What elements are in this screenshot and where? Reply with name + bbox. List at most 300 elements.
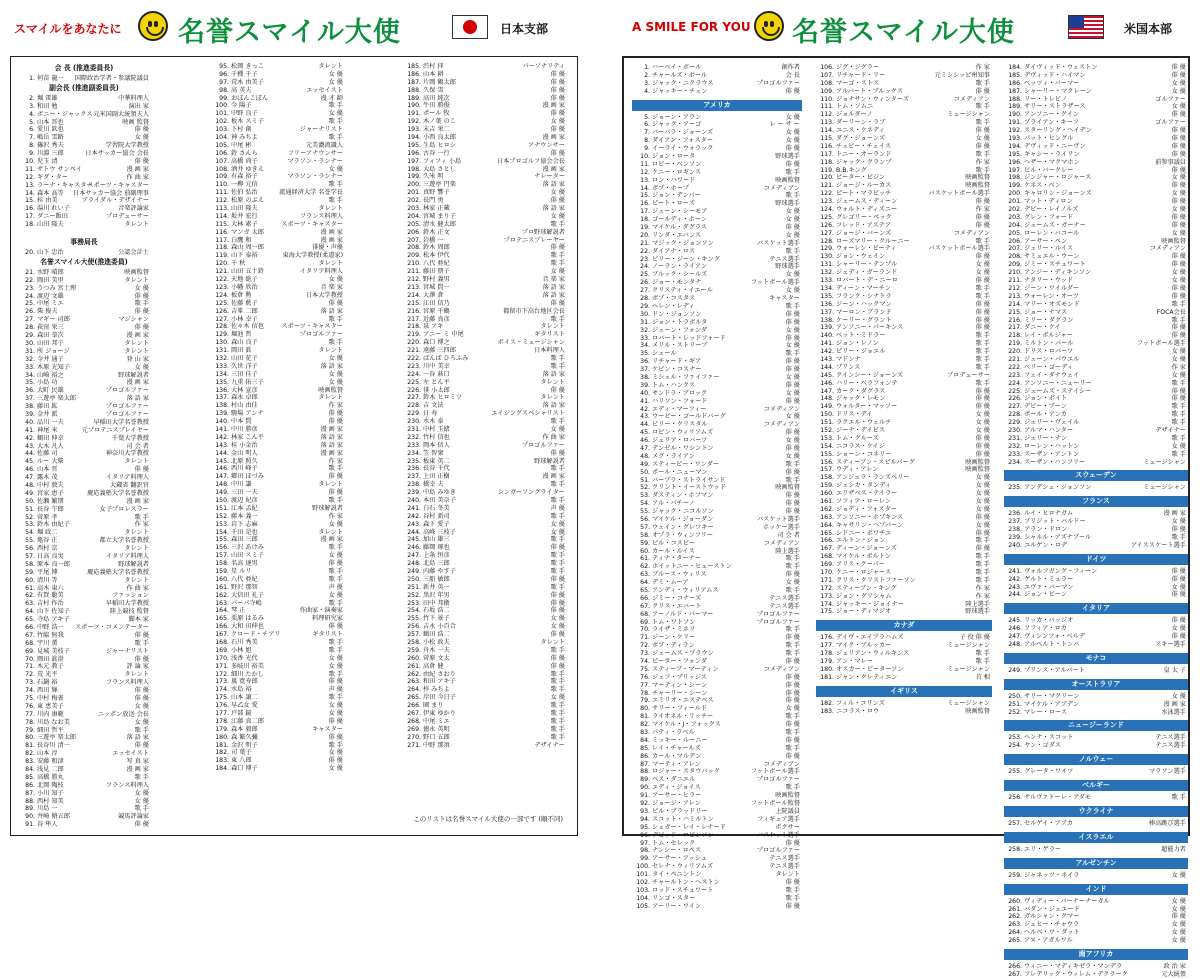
member-number: 69. (640, 618, 650, 626)
member-row (816, 261, 992, 269)
member-job: ミュージシャン (947, 642, 990, 650)
member-name: 山下 忠治 (37, 249, 64, 257)
member-name: ヤン・ゴダス (1024, 742, 1062, 750)
member-name: ニコラス・ケイジ (836, 442, 885, 450)
member-row (403, 742, 567, 750)
member-job: 俳 優 (975, 198, 990, 206)
member-row (211, 631, 345, 639)
member-row (1004, 190, 1188, 198)
member-number: 133. (820, 277, 834, 285)
member-number: 98. (219, 86, 229, 94)
member-job: テニス選手 (1155, 734, 1186, 742)
member-job: 会 長 (785, 71, 800, 79)
member-name: ジョー・ナマス (1024, 308, 1068, 316)
member-name: 和田 アキ子 (423, 678, 456, 686)
member-job: タレント (318, 394, 343, 402)
member-row (211, 300, 345, 308)
member-job: タレント (124, 545, 149, 553)
member-number: 26. (25, 308, 35, 316)
member-job: テニス選手 (1155, 742, 1186, 750)
member-number: 33. (25, 363, 35, 371)
member-number: 237. (407, 473, 421, 481)
member-number: 124. (215, 291, 229, 299)
member-row (403, 79, 567, 87)
member-name: ノーラン・ライアン (652, 263, 707, 271)
member-row (403, 71, 567, 79)
member-number: 140. (820, 332, 834, 340)
member-number: 199. (407, 173, 421, 181)
member-number: 109. (820, 87, 834, 95)
member-job: 女 優 (134, 702, 149, 710)
member-job: タレント (124, 276, 149, 284)
member-job: 歌 手 (1171, 411, 1186, 419)
member-job: 落 語 家 (320, 362, 343, 370)
member-name: マーティ・アレン (652, 760, 701, 768)
member-row (17, 364, 151, 372)
member-number: 75. (25, 695, 35, 703)
member-name: 舟木 一夫 (423, 646, 450, 654)
member-name: ゴールディ・ホーン (652, 216, 707, 224)
member-row (816, 64, 992, 72)
member-job: 漫 画 家 (126, 766, 149, 774)
member-number: 155. (215, 536, 229, 544)
member-job: 早稲田大学教授 (105, 600, 149, 608)
member-row (816, 340, 992, 348)
member-row (211, 450, 345, 458)
member-job: 漫 画 家 (126, 165, 149, 173)
member-number: 173. (215, 678, 229, 686)
member-number: 2. (29, 94, 35, 102)
member-job: 歌 手 (975, 348, 990, 356)
member-row (632, 721, 802, 729)
member-row (403, 371, 567, 379)
member-job: バスケット選手 (756, 239, 800, 247)
member-name: デンゼル・ワシントン (652, 444, 714, 452)
member-number: 98. (640, 847, 650, 855)
member-name: ジョーン・アラン (652, 113, 702, 121)
member-number: 186. (1008, 79, 1022, 87)
member-number: 148. (215, 481, 229, 489)
member-number: 129. (215, 331, 229, 339)
member-name: 中野 那須 (423, 741, 450, 749)
member-number: 171. (215, 662, 229, 670)
member-number: 1. (644, 64, 650, 71)
member-job: ミュージシャン (947, 665, 990, 673)
member-name: 名高 達男 (231, 560, 258, 568)
member-number: 74. (640, 658, 650, 666)
member-job: 棒高跳び選手 (1148, 820, 1186, 828)
member-job: 映画監督 (965, 458, 990, 466)
member-job: 俳 優 (328, 299, 343, 307)
member-row (211, 189, 345, 197)
member-name: ロビン・ウィリアムズ (652, 429, 714, 437)
member-job: 俳 優 (785, 689, 800, 697)
member-job: 陸上選手 (775, 547, 800, 555)
member-name: ジャック・クランプ (836, 158, 892, 166)
member-job: 俳 優 (550, 110, 565, 118)
member-name: ダスティン・ホフマン (652, 492, 714, 500)
member-name: 岩下 志麻 (231, 520, 258, 528)
member-name: 佐藤 藍子 (231, 299, 258, 307)
member-job: 女 優 (975, 490, 990, 498)
member-name: ビル・ブラッドリー (652, 807, 708, 815)
member-job: 歌 手 (975, 119, 990, 127)
member-number: 250. (407, 575, 421, 583)
member-row (1004, 459, 1188, 467)
member-job: ニッポン放送 会長 (97, 710, 149, 718)
member-number: 19. (640, 224, 650, 232)
member-job: 漫 画 家 (320, 449, 343, 457)
member-job: 俳 優 (975, 277, 990, 285)
member-number: 197. (407, 157, 421, 165)
member-name: アルバート・ブルックス (836, 87, 904, 95)
member-name: シャーリー・マクレーン (1024, 87, 1092, 95)
member-job: 歌 手 (550, 568, 565, 575)
member-job: バスケット選手 (756, 831, 800, 839)
member-name: 嶋岳 雪路 (37, 134, 64, 142)
member-row (211, 268, 345, 276)
member-number: 180. (215, 733, 229, 741)
member-row (816, 309, 992, 317)
member-row (211, 434, 345, 442)
member-number: 251. (407, 583, 421, 591)
member-job: 俳 優 (975, 300, 990, 308)
member-number: 252. (1008, 708, 1022, 716)
member-name: スターリング・ヘイデン (1024, 127, 1092, 135)
member-number: 83. (25, 758, 35, 766)
member-name: ソフィア・ロカ (1024, 625, 1067, 633)
member-name: バーブラ・ストライサンド (652, 476, 726, 484)
member-row (632, 650, 802, 658)
member-row (632, 64, 802, 72)
member-job: バスケット選手 (756, 515, 800, 523)
member-row (403, 631, 567, 639)
member-job: 歌 手 (134, 805, 149, 813)
member-name: ダニー・ケイ (1024, 324, 1061, 332)
member-row (1004, 277, 1188, 285)
member-number: 228. (407, 402, 421, 410)
member-job: 女 優 (975, 505, 990, 513)
member-name: 金井 派 (37, 410, 58, 418)
member-job: 歌 手 (550, 481, 565, 489)
member-job: プロゴルファー (105, 387, 149, 395)
member-job: ブライダル・デザイナー (81, 197, 149, 205)
member-number: 48. (640, 452, 650, 460)
member-job: パーソナリティ (522, 63, 565, 70)
member-job: 評 論 家 (126, 663, 149, 671)
member-name: 板木 スミ子 (231, 118, 264, 126)
member-name: マーロン・ブランド (836, 308, 892, 316)
member-job: 女 優 (975, 426, 990, 434)
member-job: 歌 手 (328, 465, 343, 473)
member-name: 荒 光平 (37, 671, 58, 679)
member-job: 都留市下高台地区会長 (503, 307, 565, 315)
member-number: 31. (25, 347, 35, 355)
member-name: 高木 東六 (37, 584, 64, 592)
member-name: 川島 一 (37, 805, 58, 813)
member-row (816, 650, 992, 658)
member-name: 徳永 英明 (423, 725, 450, 733)
member-name: 山田 隆夫 (231, 205, 258, 213)
member-number: 63. (25, 600, 35, 608)
member-row (632, 445, 802, 453)
member-job: 女 優 (975, 419, 990, 427)
member-number: 145. (820, 371, 834, 379)
member-row (1004, 238, 1188, 246)
member-number: 147. (215, 473, 229, 481)
member-number: 219. (1008, 340, 1022, 348)
member-job: 映画監督 (775, 176, 800, 184)
member-name: ミリー・ダグラン (1024, 316, 1074, 324)
member-number: 251. (1008, 700, 1022, 708)
member-name: 千 秋 (231, 260, 246, 268)
member-name: ボブ・コスタス (652, 295, 696, 303)
section-header-sweden: スウェーデン (1004, 470, 1188, 481)
member-job: 女 優 (975, 411, 990, 419)
member-name: トム・クルーズ (836, 434, 879, 442)
member-job: 作 家 (1171, 363, 1186, 371)
member-name: ヴォルフガング・フィーン (1024, 567, 1098, 575)
member-job: ボイス・ミュージシャン (497, 339, 565, 347)
member-name: 石鍋 裕 (37, 679, 58, 687)
member-job: テニス選手 (769, 255, 800, 263)
member-row (816, 419, 992, 427)
member-job: 慶応義塾大学名誉教授 (87, 568, 149, 576)
member-job: 歌 手 (328, 639, 343, 647)
member-number: 90. (640, 784, 650, 792)
member-name: 藤田 紘 (37, 403, 58, 411)
member-name: ピーター・フォンダ (652, 658, 707, 666)
member-name: マレー・ロース (1024, 708, 1068, 716)
member-number: 32. (640, 326, 650, 334)
member-number: 242. (407, 512, 421, 520)
member-name: 山田 花子 (231, 354, 258, 362)
member-name: 松本 伊代 (423, 252, 450, 260)
member-job: 日本プロゴルフ協会会長 (496, 157, 565, 165)
member-job: 俳 優 (975, 253, 990, 261)
member-job: コメディアン (953, 229, 990, 237)
member-name: 水島 裕 (231, 686, 252, 694)
japan-column-3 (403, 63, 567, 749)
member-row (403, 118, 567, 126)
member-job: ミュージシャン (1143, 484, 1186, 492)
member-row (211, 568, 345, 576)
member-number: 152. (820, 426, 834, 434)
member-row (816, 214, 992, 222)
member-job: 映画監督 (124, 268, 149, 276)
member-row (816, 569, 992, 577)
member-row (632, 72, 802, 80)
member-number: 77. (25, 710, 35, 718)
member-name: 山田 五十鈴 (231, 268, 264, 276)
member-name: ジーン・ハックマン (836, 300, 892, 308)
member-number: 154. (215, 528, 229, 536)
member-name: ライザ・ミネリ (652, 626, 696, 634)
member-name: ディーン・マーチン (836, 284, 891, 292)
member-number: 139. (820, 324, 834, 332)
member-number: 256. (1008, 794, 1022, 802)
member-row (1004, 846, 1188, 854)
member-number: 99. (219, 94, 229, 102)
member-number: 21. (25, 268, 35, 276)
member-name: ビリー・ジーン・キング (652, 255, 720, 263)
member-number: 9. (644, 145, 650, 153)
member-name: 宮家 恵子 (37, 489, 64, 497)
member-number: 229. (407, 410, 421, 418)
member-number: 55. (640, 508, 650, 516)
member-job: 料理研究家 (312, 615, 343, 623)
member-name: 平尾 博 (37, 568, 58, 576)
member-name: ジャネッツ・ネイラ (1024, 871, 1080, 879)
us-panel (612, 0, 1200, 978)
member-number: 206. (1008, 237, 1022, 245)
member-number: 154. (820, 442, 834, 450)
member-name: エミリオ・エステベス (652, 697, 714, 705)
member-row (211, 87, 345, 95)
member-number: 214. (407, 291, 421, 299)
member-row (403, 197, 567, 205)
member-name: 中野 浩一 (37, 624, 64, 631)
member-name: エルトン・ジョン (836, 537, 886, 545)
member-name: 森本 高等 (37, 189, 64, 197)
member-row (403, 229, 567, 237)
member-row (1004, 253, 1188, 261)
member-name: 今 陽子 (231, 102, 252, 110)
member-row (17, 269, 151, 277)
member-name: ジョン・ビーン (1024, 591, 1067, 599)
member-name: 桂 由美 (37, 197, 58, 205)
member-name: 石川 秀美 (231, 639, 258, 647)
member-job: 歌 手 (550, 362, 565, 370)
member-number: 174. (820, 600, 834, 608)
member-number: 229. (1008, 419, 1022, 427)
member-job: 俳 優 (1171, 526, 1186, 534)
member-row (211, 513, 345, 521)
member-job: タレント (318, 63, 343, 70)
member-job: 落 語 家 (542, 181, 565, 189)
member-name: 板倉 勲 (231, 291, 252, 299)
member-job: コメディアン (763, 405, 800, 413)
member-name: スティーブン・スピルバーグ (836, 458, 915, 466)
member-name: 亀谷 正 (37, 537, 58, 545)
member-name: 松原 のぶえ (231, 197, 264, 205)
member-row (632, 784, 802, 792)
member-number: 9. (29, 150, 35, 158)
member-number: 215. (407, 299, 421, 307)
member-number: 66. (640, 594, 650, 602)
member-job: 女 優 (975, 497, 990, 505)
member-name: 西村 京 (37, 545, 58, 553)
member-job: 女 優 (785, 271, 800, 279)
member-row (632, 216, 802, 224)
member-number: 143. (820, 355, 834, 363)
member-row (1004, 324, 1188, 332)
member-name: ガルシャン・クマー (1024, 913, 1080, 921)
member-number: 235. (1008, 484, 1022, 492)
member-row (1004, 898, 1188, 906)
member-name: トム・セレック (652, 839, 696, 847)
member-job: 野球解説者 (534, 457, 565, 465)
member-job: 歌 手 (328, 575, 343, 583)
member-number: 100. (636, 863, 650, 871)
member-name: パット・ヒングル (1024, 135, 1074, 143)
member-number: 155. (820, 450, 834, 458)
member-row (816, 514, 992, 522)
member-name: 中本 賢 (231, 418, 252, 426)
member-job: 俳 優 (975, 395, 990, 403)
member-name: 木元 教子 (37, 663, 64, 671)
member-name: ばんば ひろふみ (423, 354, 469, 362)
member-number: 191. (407, 110, 421, 118)
member-job: テニス選手 (769, 855, 800, 863)
member-job: 歌 手 (1171, 403, 1186, 411)
member-number: 86. (25, 781, 35, 789)
member-job: イタリア料理人 (105, 552, 149, 560)
member-name: 西川 峰子 (231, 465, 258, 473)
member-name: マーティン・シーン (652, 681, 708, 689)
member-job: 俳 優 (550, 662, 565, 670)
member-name: 日高 良実 (37, 552, 64, 560)
member-number: 12. (25, 173, 35, 181)
member-job: 俳 優 (1171, 221, 1186, 229)
member-name: 堀 政二 (37, 529, 58, 537)
member-job: 漫 画 家 (320, 236, 343, 244)
member-job: プロゴルファー (299, 331, 343, 339)
member-number: 248. (407, 560, 421, 568)
member-job: 俳 優 (975, 142, 990, 150)
member-name: サトウ サンペイ (37, 165, 82, 173)
member-number: 118. (215, 244, 229, 252)
member-number: 121. (820, 182, 834, 190)
member-number: 239. (1008, 533, 1022, 541)
member-job: 歌 手 (328, 599, 343, 607)
member-job: コメディアン (1149, 245, 1186, 253)
member-job: 俳 優 (550, 126, 565, 134)
member-number: 146. (820, 379, 834, 387)
member-name: ボブ・ディラン (652, 642, 695, 650)
member-number: 252. (407, 591, 421, 599)
member-name: マジック・ジョンソン (652, 239, 714, 247)
member-job: 女 優 (975, 135, 990, 143)
member-name: ジュヒー・チャウラ (1024, 921, 1080, 929)
member-name: 高倉 健 (423, 662, 444, 670)
member-name: ベリー・ゴーディ (1024, 363, 1074, 371)
member-name: ジェーン・フォンダ (652, 326, 707, 334)
member-job: 歌 手 (1171, 434, 1186, 442)
member-name: 高 英夫 (231, 86, 252, 94)
member-number: 122. (215, 276, 229, 284)
member-name: 笠 智衆 (423, 449, 444, 457)
member-number: 240. (407, 496, 421, 504)
member-name: 村山 由佳 (231, 402, 258, 410)
member-row (211, 718, 345, 726)
member-name: エディ・ジョイス (652, 784, 701, 792)
member-name: ウォーレン・ビーティ (836, 245, 897, 253)
member-name: ブリジット・バルドー (1024, 518, 1086, 526)
member-number: 133. (215, 362, 229, 370)
member-number: 177. (215, 710, 229, 718)
member-number: 47. (640, 444, 650, 452)
member-job: ホッケー選手 (762, 523, 800, 531)
member-job: 歌 手 (550, 670, 565, 678)
member-row (816, 530, 992, 538)
member-number: 170. (820, 569, 834, 576)
member-name: ブルック・シールズ (652, 271, 708, 279)
member-row (632, 185, 802, 193)
member-number: 198. (1008, 174, 1022, 182)
member-name: リチャード・ギア (652, 358, 702, 366)
member-name: グレン・フォード (1024, 213, 1074, 221)
